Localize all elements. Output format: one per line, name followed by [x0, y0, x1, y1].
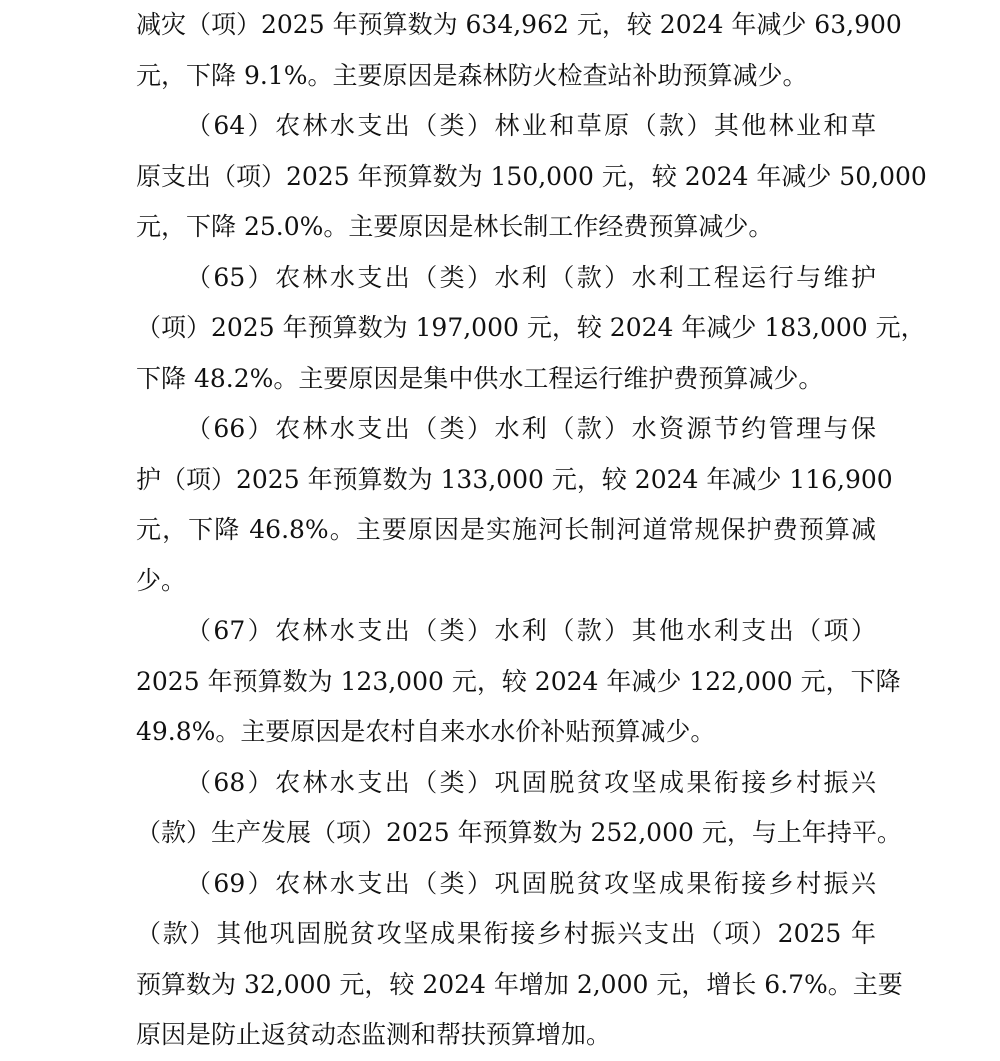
text-line: 原因是防止返贫动态监测和帮扶预算增加。 — [136, 1020, 612, 1049]
paragraph-item-64 — [136, 101, 927, 253]
paragraph-item-63-continuation — [136, 0, 902, 101]
text-line: 预算数为 32,000 元，较 2024 年增加 2,000 元，增长 6.7%。主要 — [136, 969, 903, 999]
text-line: 元，下降 9.1%。主要原因是森林防火检查站补助预算减少。 — [136, 60, 808, 90]
text-line: （65）农林水支出（类）水利（款）水利工程运行与维护 — [186, 262, 876, 292]
text-line: （64）农林水支出（类）林业和草原（款）其他林业和草 — [186, 111, 876, 140]
text-line: 元，下降 25.0%。主要原因是林长制工作经费预算减少。 — [136, 212, 774, 241]
text-line: （项）2025 年预算数为 197,000 元，较 2024 年减少 183,000 元， — [136, 313, 926, 342]
paragraph-item-65 — [136, 253, 926, 405]
text-line: 护（项）2025 年预算数为 133,000 元，较 2024 年减少 116,900 — [136, 464, 893, 494]
text-line: 少。 — [136, 565, 187, 595]
text-line: （68）农林水支出（类）巩固脱贫攻坚成果衔接乡村振兴 — [186, 767, 876, 797]
text-line: （66）农林水支出（类）水利（款）水资源节约管理与保 — [186, 414, 876, 443]
paragraph-item-68 — [136, 758, 902, 859]
text-line: 2025 年预算数为 123,000 元，较 2024 年减少 122,000 元，下降 — [136, 666, 901, 696]
paragraph-item-66 — [136, 404, 893, 606]
text-line: （款）生产发展（项）2025 年预算数为 252,000 元，与上年持平。 — [136, 818, 902, 847]
paragraph-item-69 — [136, 859, 903, 1061]
text-line: （款）其他巩固脱贫攻坚成果衔接乡村振兴支出（项）2025 年 — [136, 919, 876, 948]
text-line: 减灾（项）2025 年预算数为 634,962 元，较 2024 年减少 63,900 — [136, 10, 902, 39]
text-line: 下降 48.2%。主要原因是集中供水工程运行维护费预算减少。 — [136, 363, 824, 393]
text-line: （67）农林水支出（类）水利（款）其他水利支出（项） — [186, 616, 876, 645]
text-line: 49.8%。主要原因是农村自来水水价补贴预算减少。 — [136, 717, 716, 746]
document-body — [136, 0, 927, 1061]
text-line: 原支出（项）2025 年预算数为 150,000 元，较 2024 年减少 50,000 — [136, 161, 927, 191]
text-line: 元，下降 46.8%。主要原因是实施河长制河道常规保护费预算减 — [136, 515, 876, 544]
paragraph-item-67 — [136, 606, 901, 758]
text-line: （69）农林水支出（类）巩固脱贫攻坚成果衔接乡村振兴 — [186, 868, 876, 898]
